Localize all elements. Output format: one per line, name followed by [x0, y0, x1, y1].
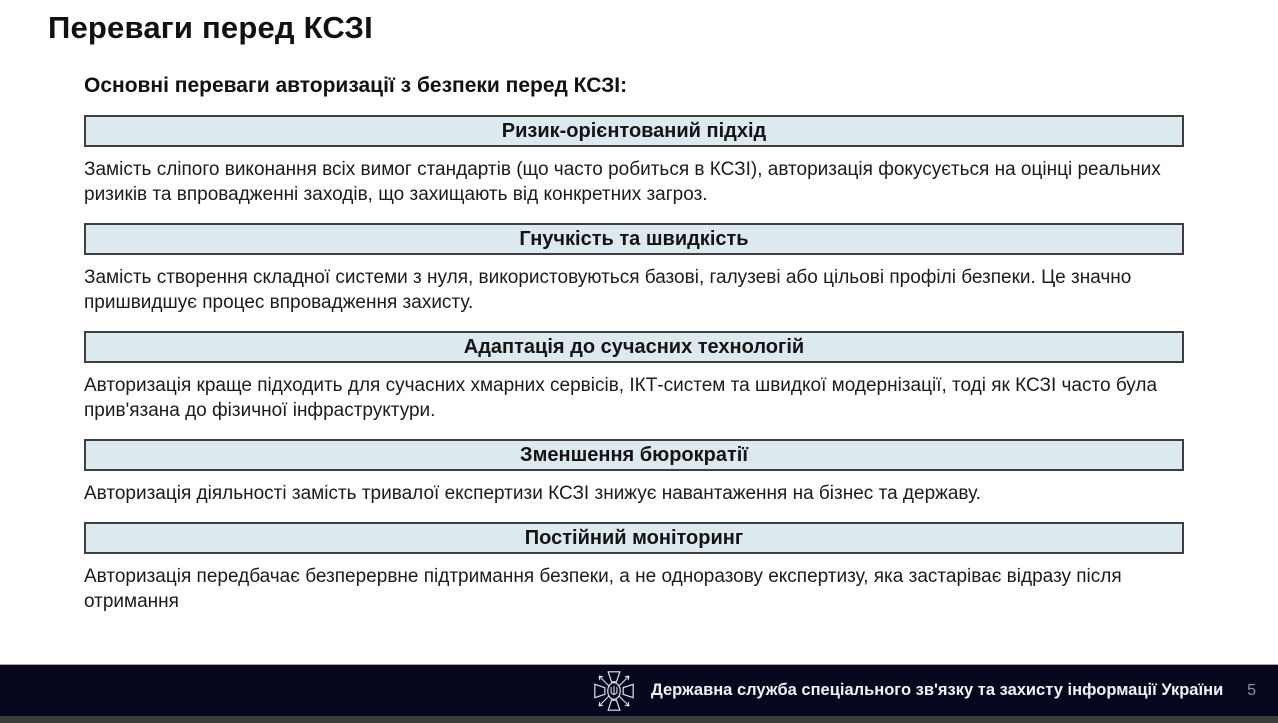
section-less-bureaucracy [84, 439, 1184, 506]
section-heading-text: Зменшення бюрократії [520, 443, 748, 466]
section-modern-technologies [84, 331, 1184, 423]
section-heading-bar [84, 522, 1184, 554]
section-heading-bar [84, 223, 1184, 255]
section-risk-oriented [84, 115, 1184, 207]
section-heading-bar [84, 331, 1184, 363]
section-body-text: Авторизація передбачає безперервне підтримання безпеки, а не одноразову експертизу, яка застаріває відразу після отримання [84, 566, 1122, 612]
section-heading-text: Адаптація до сучасних технологій [463, 335, 805, 358]
footer-organization-name: Державна служба спеціального зв'язку та захисту інформації України [651, 681, 1224, 699]
section-body-text: Авторизація діяльності замість тривалої експертизи КСЗІ знижує навантаження на бізнес та державу. [84, 483, 981, 504]
slide-footer [0, 664, 1278, 723]
section-body-text: Замість створення складної системи з нуля, використовуються базові, галузеві або цільові профілі безпеки. Це значно пришвидшує процес впровадження захисту. [84, 267, 1132, 313]
section-heading-text: Гнучкість та швидкість [519, 227, 749, 250]
section-heading-text: Постійний моніторинг [524, 526, 744, 549]
section-continuous-monitoring [84, 522, 1184, 614]
footer-bottom-strip [0, 716, 1278, 723]
section-body-text: Авторизація краще підходить для сучасних хмарних сервісів, ІКТ-систем та швидкої модернізації, тоді як КСЗІ часто була прив'язана до фізичної інфраструктури. [84, 375, 1158, 421]
slide-content [84, 74, 1184, 630]
section-heading-bar [84, 115, 1184, 147]
section-heading-bar [84, 439, 1184, 471]
footer-bar [0, 665, 1278, 716]
slide-title: Переваги перед КСЗІ [48, 10, 373, 45]
page-number: 5 [1247, 681, 1256, 699]
state-special-communications-emblem-icon [592, 670, 636, 712]
section-body-text: Замість сліпого виконання всіх вимог стандартів (що часто робиться в КСЗІ), авторизація фокусується на оцінці реальних ризиків та впровадженні заходів, що захищають від конкретних загроз. [84, 159, 1161, 205]
slide-subtitle: Основні переваги авторизації з безпеки перед КСЗІ: [84, 74, 628, 97]
footer-branding [592, 670, 1223, 712]
section-heading-text: Ризик-орієнтований підхід [501, 119, 767, 142]
section-flexibility-speed [84, 223, 1184, 315]
